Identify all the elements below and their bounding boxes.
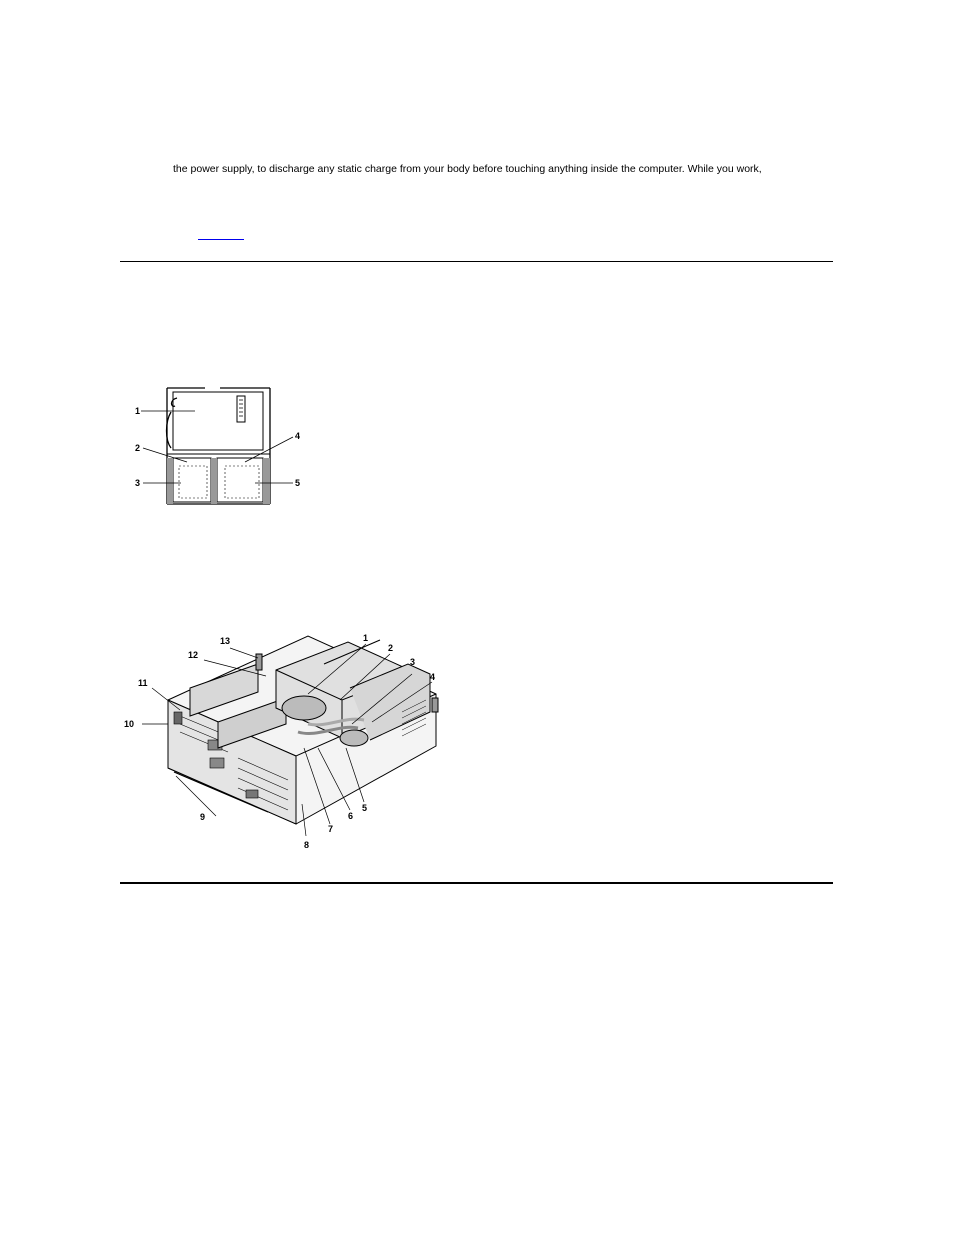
callout-5: 5 xyxy=(295,478,301,488)
callout-1: 1 xyxy=(363,633,369,643)
callout-9: 9 xyxy=(200,812,206,822)
drive-bays-diagram xyxy=(125,382,315,510)
callout-2: 2 xyxy=(135,443,141,453)
callout-6: 6 xyxy=(348,811,354,821)
section-divider-top xyxy=(120,261,833,262)
callout-8: 8 xyxy=(304,840,310,850)
callout-11: 11 xyxy=(138,678,148,688)
callout-4: 4 xyxy=(430,672,436,682)
body-paragraph: the power supply, to discharge any static charge from your body before touching anything inside the computer. While you work, xyxy=(173,163,762,175)
callout-10: 10 xyxy=(124,719,135,729)
callout-7: 7 xyxy=(328,824,334,834)
callout-2: 2 xyxy=(388,643,394,653)
computer-interior-diagram xyxy=(118,628,448,856)
callout-3: 3 xyxy=(410,657,416,667)
callout-4: 4 xyxy=(295,431,301,441)
callout-13: 13 xyxy=(220,636,231,646)
callout-3: 3 xyxy=(135,478,141,488)
callout-12: 12 xyxy=(188,650,199,660)
text-link[interactable] xyxy=(198,229,244,240)
callout-1: 1 xyxy=(135,406,141,416)
section-divider-bottom xyxy=(120,882,833,884)
callout-5: 5 xyxy=(362,803,368,813)
